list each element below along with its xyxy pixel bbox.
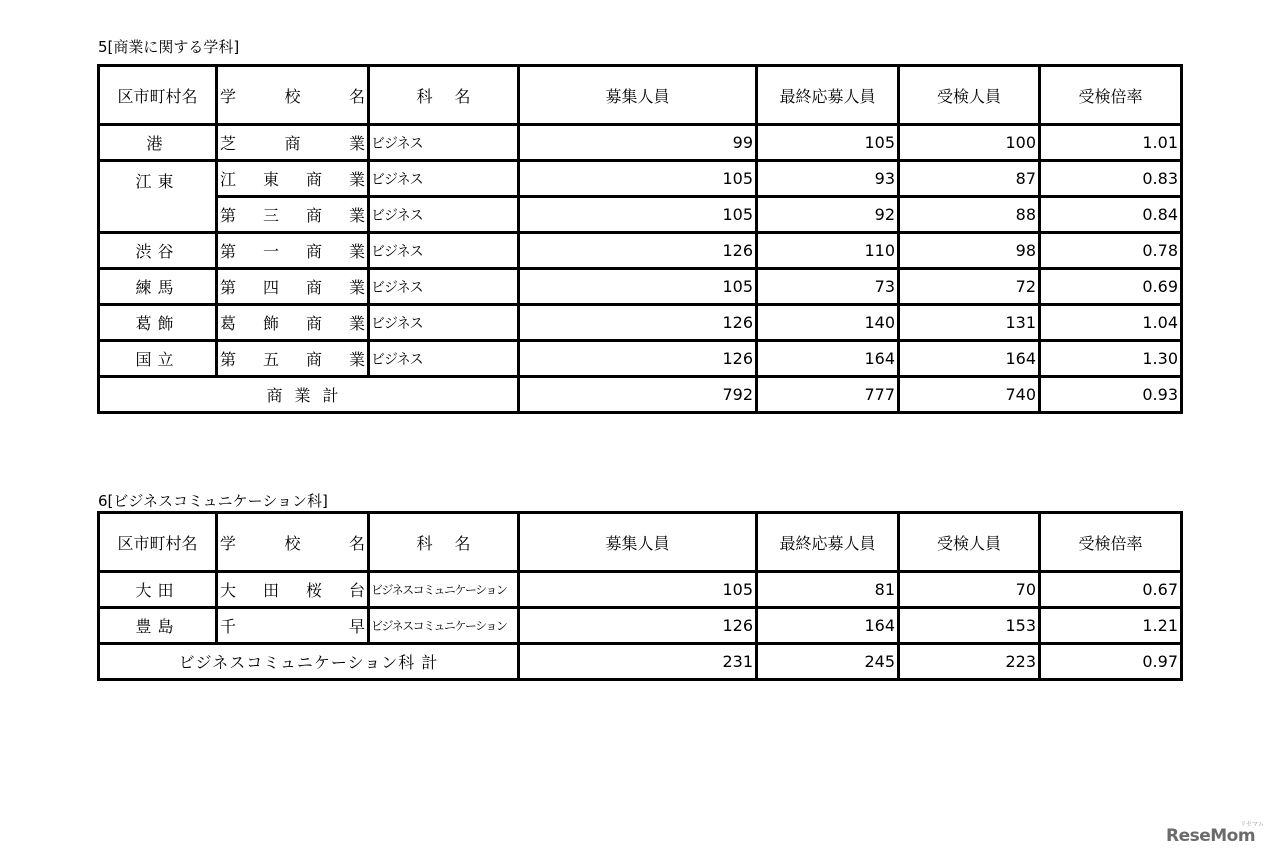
applicants-cell: 164 xyxy=(757,341,899,377)
course-cell: ビジネス xyxy=(369,269,519,305)
school-cell: 第四商業 xyxy=(217,269,369,305)
section-title-business-communication: 6[ビジネスコミュニケーション科] xyxy=(98,492,328,510)
total-quota: 792 xyxy=(519,377,757,413)
area-cell: 豊島 xyxy=(99,608,217,644)
school-cell: 第三商業 xyxy=(217,197,369,233)
ratio-cell: 0.84 xyxy=(1040,197,1182,233)
header-course: 科名 xyxy=(369,513,519,572)
total-examinees: 223 xyxy=(899,644,1040,680)
quota-cell: 126 xyxy=(519,233,757,269)
ratio-cell: 0.67 xyxy=(1040,572,1182,608)
applicants-cell: 73 xyxy=(757,269,899,305)
header-school: 学校名 xyxy=(217,513,369,572)
total-applicants: 245 xyxy=(757,644,899,680)
total-ratio: 0.93 xyxy=(1040,377,1182,413)
course-cell: ビジネスコミュニケーション xyxy=(369,572,519,608)
examinees-cell: 87 xyxy=(899,161,1040,197)
total-label: 商業計 xyxy=(99,377,519,413)
school-cell: 第一商業 xyxy=(217,233,369,269)
school-cell: 第五商業 xyxy=(217,341,369,377)
quota-cell: 105 xyxy=(519,269,757,305)
examinees-cell: 98 xyxy=(899,233,1040,269)
header-school: 学校名 xyxy=(217,66,369,125)
header-course: 科名 xyxy=(369,66,519,125)
examinees-cell: 70 xyxy=(899,572,1040,608)
total-applicants: 777 xyxy=(757,377,899,413)
table-row xyxy=(99,572,1182,608)
header-quota: 募集人員 xyxy=(519,513,757,572)
examinees-cell: 72 xyxy=(899,269,1040,305)
commerce-results-table xyxy=(97,64,1183,414)
area-cell: 葛飾 xyxy=(99,305,217,341)
table-row xyxy=(99,608,1182,644)
course-cell: ビジネス xyxy=(369,197,519,233)
examinees-cell: 153 xyxy=(899,608,1040,644)
ratio-cell: 0.78 xyxy=(1040,233,1182,269)
total-row xyxy=(99,377,1182,413)
ratio-cell: 1.30 xyxy=(1040,341,1182,377)
total-row xyxy=(99,644,1182,680)
course-cell: ビジネスコミュニケーション xyxy=(369,608,519,644)
header-applicants: 最終応募人員 xyxy=(757,513,899,572)
ratio-cell: 0.69 xyxy=(1040,269,1182,305)
quota-cell: 105 xyxy=(519,161,757,197)
header-ratio: 受検倍率 xyxy=(1040,66,1182,125)
watermark-small-text: リセマム xyxy=(1240,821,1264,828)
quota-cell: 126 xyxy=(519,341,757,377)
quota-cell: 126 xyxy=(519,608,757,644)
examinees-cell: 88 xyxy=(899,197,1040,233)
header-ratio: 受検倍率 xyxy=(1040,513,1182,572)
school-cell: 芝商業 xyxy=(217,125,369,161)
area-cell: 大田 xyxy=(99,572,217,608)
table-row xyxy=(99,161,1182,197)
school-cell: 葛飾商業 xyxy=(217,305,369,341)
table-row xyxy=(99,305,1182,341)
resemom-logo: ReseMom xyxy=(1166,826,1256,846)
applicants-cell: 110 xyxy=(757,233,899,269)
course-cell: ビジネス xyxy=(369,341,519,377)
table-row xyxy=(99,197,1182,233)
applicants-cell: 164 xyxy=(757,608,899,644)
area-cell: 渋谷 xyxy=(99,233,217,269)
school-cell: 江東商業 xyxy=(217,161,369,197)
applicants-cell: 81 xyxy=(757,572,899,608)
examinees-cell: 131 xyxy=(899,305,1040,341)
total-label: ビジネスコミュニケーション科 計 xyxy=(99,644,519,680)
course-cell: ビジネス xyxy=(369,305,519,341)
total-ratio: 0.97 xyxy=(1040,644,1182,680)
section-title-commerce: 5[商業に関する学科] xyxy=(98,38,240,56)
quota-cell: 105 xyxy=(519,197,757,233)
ratio-cell: 1.01 xyxy=(1040,125,1182,161)
area-cell: 練馬 xyxy=(99,269,217,305)
applicants-cell: 140 xyxy=(757,305,899,341)
header-area: 区市町村名 xyxy=(99,66,217,125)
header-area: 区市町村名 xyxy=(99,513,217,572)
total-quota: 231 xyxy=(519,644,757,680)
applicants-cell: 93 xyxy=(757,161,899,197)
area-cell: 江東 xyxy=(99,161,217,233)
business-communication-results-table xyxy=(97,511,1183,681)
quota-cell: 105 xyxy=(519,572,757,608)
header-quota: 募集人員 xyxy=(519,66,757,125)
header-examinees: 受検人員 xyxy=(899,513,1040,572)
school-cell: 大田桜台 xyxy=(217,572,369,608)
quota-cell: 126 xyxy=(519,305,757,341)
header-examinees: 受検人員 xyxy=(899,66,1040,125)
table-row xyxy=(99,125,1182,161)
header-applicants: 最終応募人員 xyxy=(757,66,899,125)
examinees-cell: 164 xyxy=(899,341,1040,377)
area-cell: 港 xyxy=(99,125,217,161)
course-cell: ビジネス xyxy=(369,233,519,269)
table-row xyxy=(99,341,1182,377)
total-examinees: 740 xyxy=(899,377,1040,413)
ratio-cell: 0.83 xyxy=(1040,161,1182,197)
applicants-cell: 92 xyxy=(757,197,899,233)
table-header-row xyxy=(99,66,1182,125)
ratio-cell: 1.04 xyxy=(1040,305,1182,341)
table-row xyxy=(99,269,1182,305)
course-cell: ビジネス xyxy=(369,161,519,197)
quota-cell: 99 xyxy=(519,125,757,161)
area-cell: 国立 xyxy=(99,341,217,377)
school-cell: 千早 xyxy=(217,608,369,644)
table-row xyxy=(99,233,1182,269)
table-header-row xyxy=(99,513,1182,572)
applicants-cell: 105 xyxy=(757,125,899,161)
ratio-cell: 1.21 xyxy=(1040,608,1182,644)
course-cell: ビジネス xyxy=(369,125,519,161)
examinees-cell: 100 xyxy=(899,125,1040,161)
